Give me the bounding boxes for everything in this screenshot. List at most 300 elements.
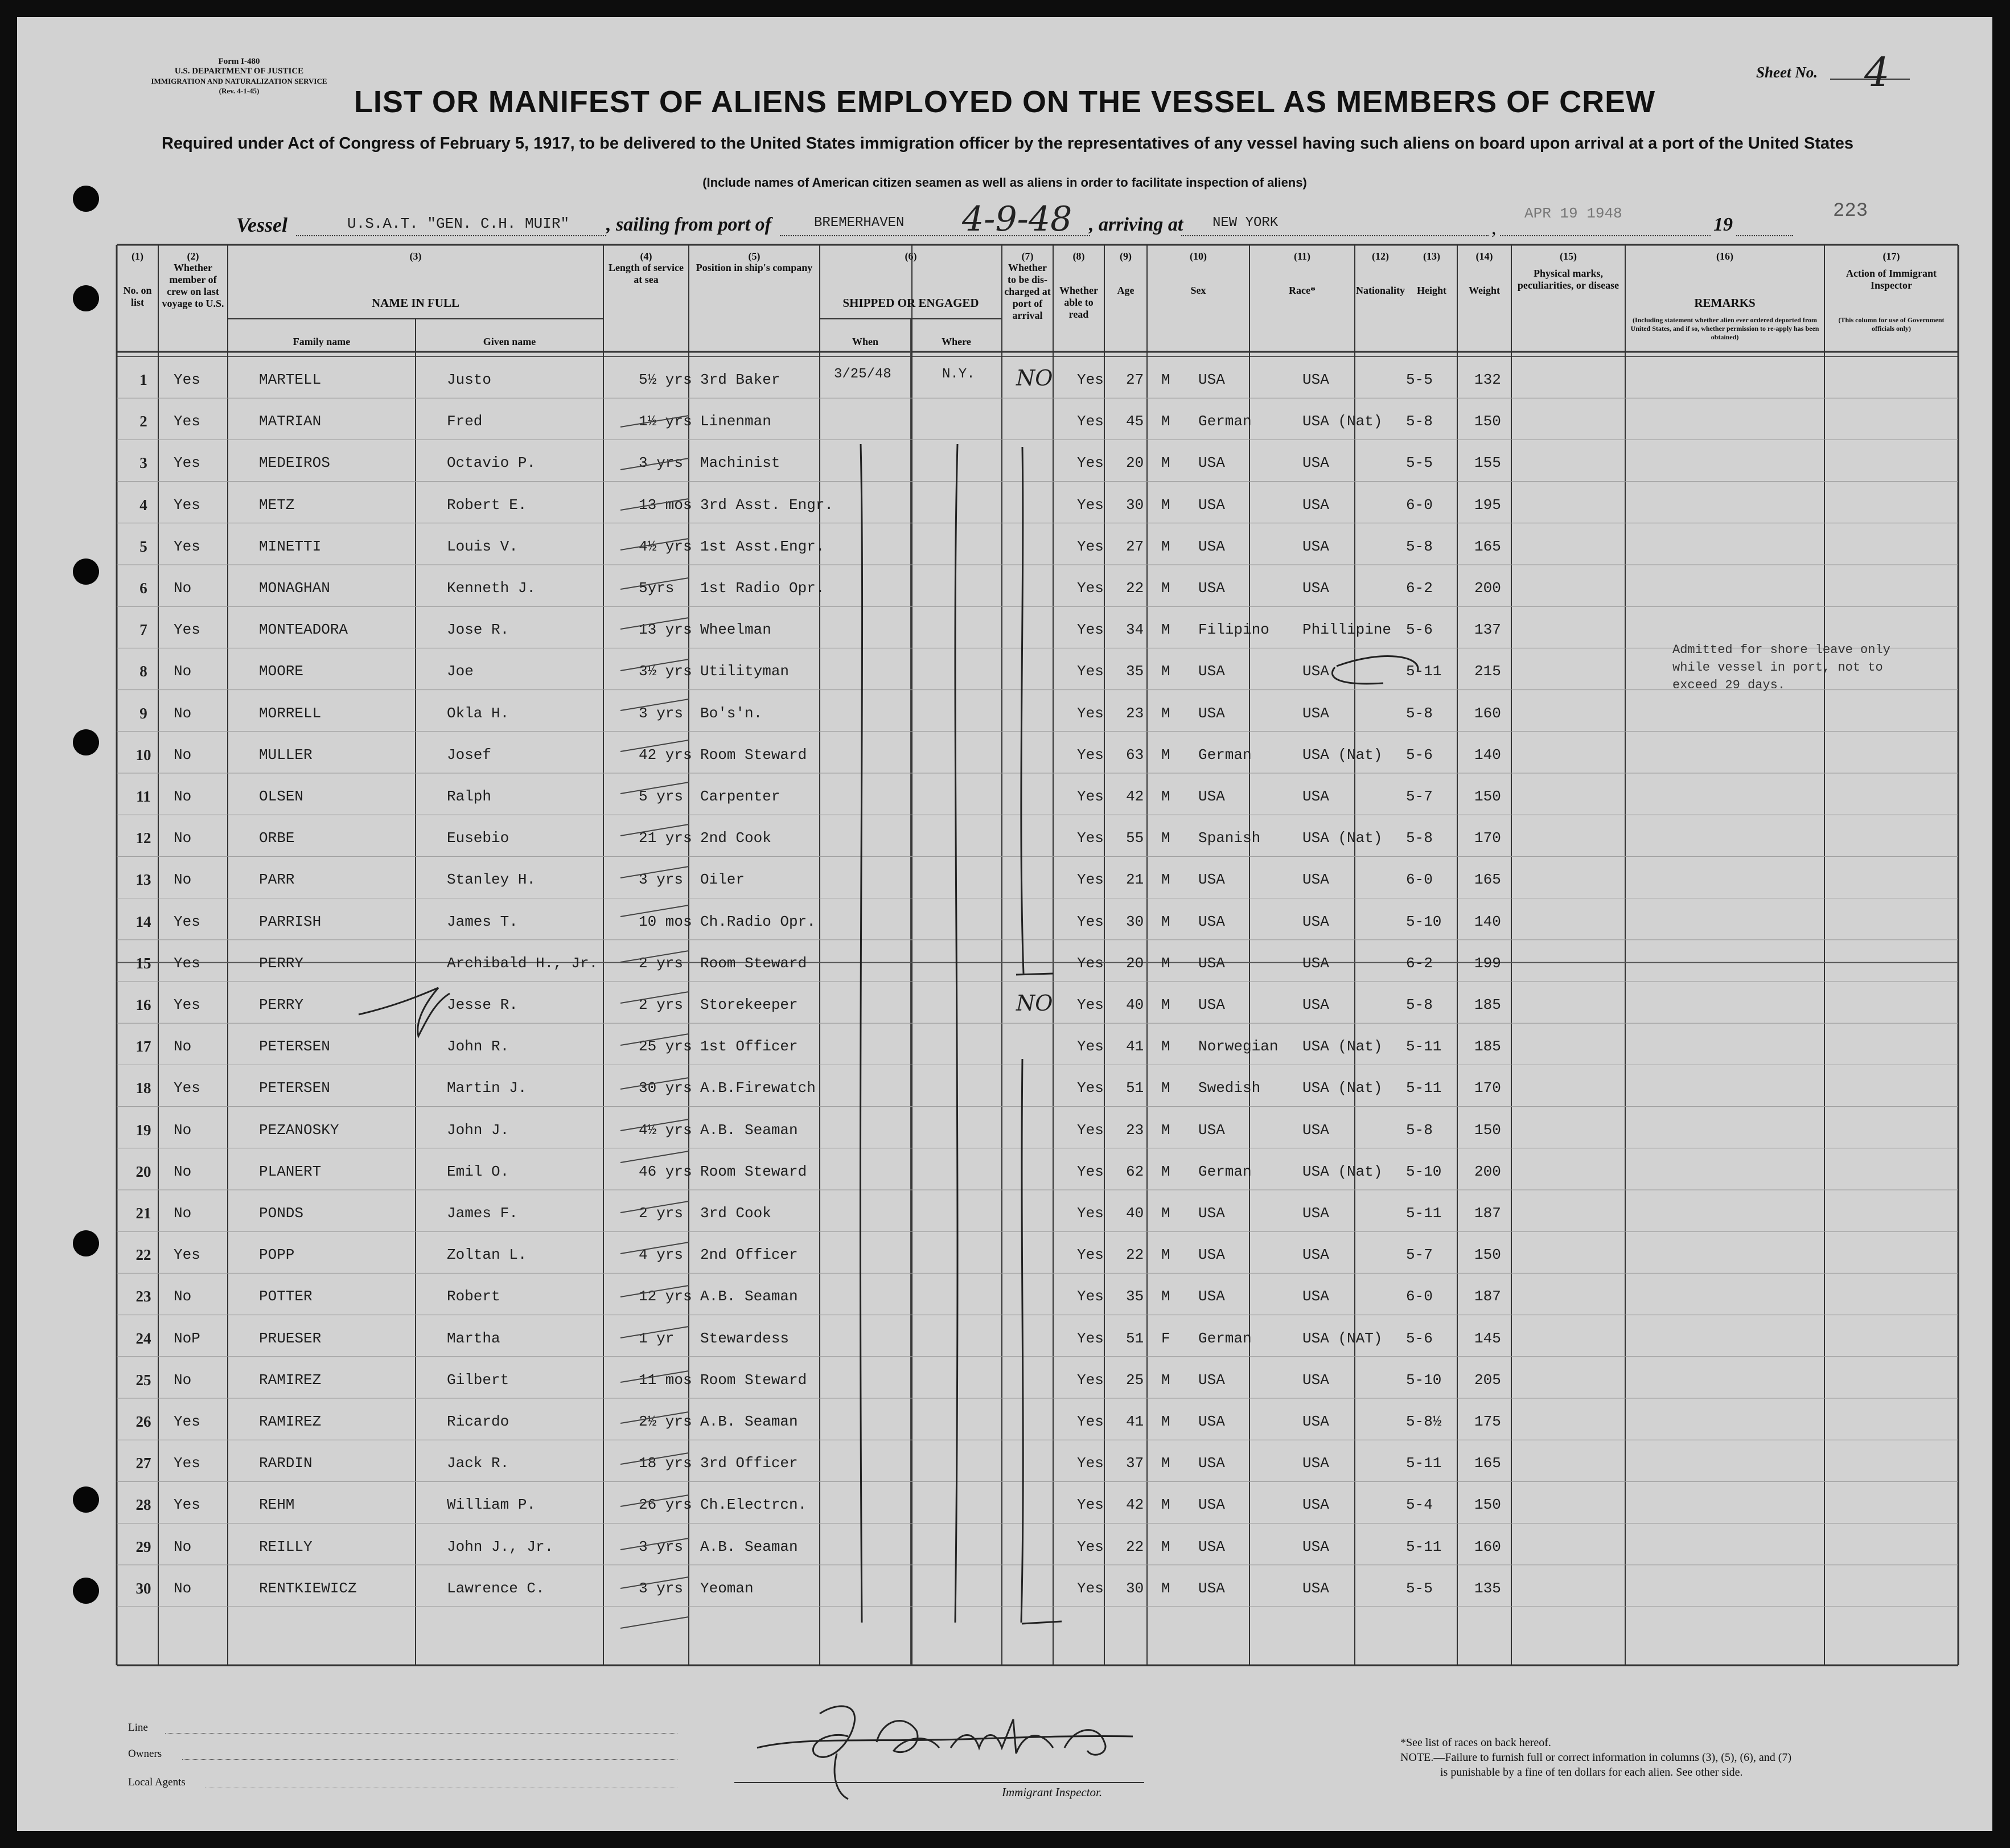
column-number: (7) [1021,250,1034,262]
age-cell: 51 [1126,1329,1144,1347]
check-stroke [620,458,689,470]
family-name-cell: RENTKIEWICZ [259,1579,357,1597]
vessel-label: Vessel [236,213,287,236]
position-cell: 3rd Officer [700,1455,798,1472]
given-name-cell: Fred [447,413,483,430]
service-length-cell: 4½ yrs [639,537,692,555]
nationality-cell: USA [1302,913,1329,930]
position-cell: Room Steward [700,746,807,763]
height-cell: 5-5 [1406,454,1433,472]
age-cell: 34 [1126,621,1144,639]
column-header-label: NAME IN FULL [371,296,459,310]
given-name-cell: Archibald H., Jr. [447,954,598,972]
check-stroke [620,499,689,510]
age-cell: 41 [1126,1413,1144,1430]
check-stroke [620,1577,689,1588]
age-cell: 27 [1126,371,1144,388]
last-voyage-value: Yes [174,1079,200,1097]
column-header-label: Race* [1289,285,1316,296]
position-cell: Yeoman [700,1579,754,1597]
check-stroke [620,1286,689,1297]
footer-notes [1400,1735,1791,1780]
race-cell: USA [1198,1496,1225,1514]
able-to-read-cell: Yes [1077,371,1104,388]
column-header-label: Action of Immigrant Inspector [1846,268,1937,291]
position-cell: Bo's'n. [700,704,763,722]
sex-cell: M [1161,788,1170,805]
last-voyage-value: Yes [174,454,200,472]
race-cell: Spanish [1198,829,1261,847]
arriving-port: NEW YORK [1212,215,1279,231]
race-cell: German [1198,1163,1252,1180]
given-name-cell: Octavio P. [447,454,536,472]
last-voyage-value: Yes [174,496,200,514]
check-stroke [620,578,689,589]
given-name-cell: Ralph [447,788,492,805]
check-stroke [620,824,689,836]
age-cell: 63 [1126,746,1144,763]
column-header-label: Weight [1468,285,1500,296]
discharge-cell: NO [1016,366,1053,391]
sex-cell: M [1161,1579,1170,1597]
last-voyage-value: No [174,788,192,805]
column-header-label: Age [1117,285,1135,296]
race-cell: USA [1198,537,1225,555]
able-to-read-cell: Yes [1077,621,1104,639]
able-to-read-cell: Yes [1077,829,1104,847]
family-name-cell: MARTELL [259,371,322,388]
family-name-cell: POPP [259,1246,295,1264]
height-cell: 5-11 [1406,663,1442,680]
able-to-read-cell: Yes [1077,454,1104,472]
service-length-cell: 4½ yrs [639,1121,692,1139]
sex-cell: M [1161,871,1170,889]
family-name-cell: RAMIREZ [259,1413,322,1430]
service-length-cell: 12 yrs [639,1288,692,1305]
service-length-cell: 1 yr [639,1329,675,1347]
shipped-when-cell: 3/25/48 [834,367,891,382]
form-id-line: IMMIGRATION AND NATURALIZATION SERVICE [151,77,327,85]
nationality-cell: USA [1302,1413,1329,1430]
weight-cell: 145 [1474,1329,1501,1347]
row-number: 12 [135,829,151,847]
height-cell: 5-11 [1406,1455,1442,1472]
weight-cell: 140 [1474,746,1501,763]
nationality-cell: USA (Nat) [1302,829,1383,847]
sex-cell: M [1161,1079,1170,1097]
family-name-cell: PERRY [259,996,304,1013]
position-cell: Utilityman [700,663,790,680]
last-voyage-value: No [174,1371,192,1389]
column-number: (3) [409,250,422,262]
sailing-label: , sailing from port of [606,214,771,235]
given-name-cell: James T. [447,913,518,930]
last-voyage-value: Yes [174,371,200,388]
weight-cell: 150 [1474,1496,1501,1514]
family-name-cell: PLANERT [259,1163,322,1180]
ditto-line-when [860,444,862,1623]
row-number: 24 [135,1329,151,1347]
weight-cell: 165 [1474,871,1501,889]
position-cell: Room Steward [700,1163,807,1180]
age-cell: 23 [1126,704,1144,722]
row-number: 8 [139,663,147,680]
ditto-line-where [955,444,957,1623]
sex-cell: M [1161,454,1170,472]
able-to-read-cell: Yes [1077,1329,1104,1347]
height-cell: 5-10 [1406,1371,1442,1389]
height-cell: 6-2 [1406,954,1433,972]
check-stroke [620,618,689,629]
check-stroke [620,539,689,550]
height-cell: 5-10 [1406,913,1442,930]
page-subtitle: Required under Act of Congress of February 5, 1917, to be delivered to the United States immigration officer by the representatives of any vessel having such aliens on board upon arrival at a port of the United States [161,134,1854,153]
nationality-cell: USA [1302,663,1329,680]
able-to-read-cell: Yes [1077,413,1104,430]
column-header-label: Whether to be dis-charged at port of arrival [1004,262,1051,321]
service-length-cell: 3 yrs [639,704,684,722]
race-cell: USA [1198,1205,1225,1222]
sex-cell: M [1161,704,1170,722]
position-cell: Room Steward [700,1371,807,1389]
last-voyage-value: Yes [174,1455,200,1472]
age-cell: 25 [1126,1371,1144,1389]
inspector-signature-line [734,1782,1144,1783]
row-number: 25 [135,1371,151,1389]
nationality-cell: USA [1302,996,1329,1013]
manifest-sheet [17,17,1992,1831]
row-number: 14 [135,913,151,930]
able-to-read-cell: Yes [1077,1121,1104,1139]
age-cell: 35 [1126,663,1144,680]
footer-owners-dotline [182,1759,677,1760]
row-number: 1 [139,371,147,388]
shipped-where-cell: N.Y. [942,367,975,382]
position-cell: Ch.Radio Opr. [700,913,816,930]
comma-separator: , [1491,217,1497,239]
given-name-cell: Robert E. [447,496,527,514]
sex-cell: M [1161,537,1170,555]
age-cell: 37 [1126,1455,1144,1472]
height-cell: 5-8 [1406,1121,1433,1139]
age-cell: 20 [1126,954,1144,972]
form-id-line: U.S. DEPARTMENT OF JUSTICE [174,67,304,76]
weight-cell: 150 [1474,1121,1501,1139]
row-number: 13 [135,871,151,889]
service-length-cell: 3½ yrs [639,663,692,680]
service-length-cell: 18 yrs [639,1455,692,1472]
weight-cell: 150 [1474,1246,1501,1264]
nationality-cell: USA (NAT) [1302,1329,1383,1347]
column-header-label: Sex [1190,285,1206,296]
height-cell: 6-0 [1406,496,1433,514]
check-stroke [620,1151,689,1163]
nationality-cell: USA (Nat) [1302,1038,1383,1056]
column-header-label: Nationality [1356,285,1405,296]
check-stroke [620,1034,689,1045]
able-to-read-cell: Yes [1077,1246,1104,1264]
row-number: 21 [135,1205,151,1222]
able-to-read-cell: Yes [1077,663,1104,680]
able-to-read-cell: Yes [1077,580,1104,597]
service-length-cell: 3 yrs [639,871,684,889]
height-cell: 5-6 [1406,1329,1433,1347]
position-cell: Oiler [700,871,745,889]
able-to-read-cell: Yes [1077,1205,1104,1222]
position-cell: Wheelman [700,621,771,639]
position-cell: A.B. Seaman [700,1538,798,1555]
given-name-cell: William P. [447,1496,536,1514]
position-cell: 3rd Baker [700,371,780,388]
last-voyage-value: No [174,746,192,763]
race-cell: German [1198,413,1252,430]
nationality-cell: USA [1302,1205,1329,1222]
form-id-line: Form I-480 [218,57,260,66]
check-stroke [620,1412,689,1423]
race-cell: USA [1198,913,1225,930]
height-cell: 5-6 [1406,746,1433,763]
weight-cell: 187 [1474,1205,1501,1222]
column-number: (13) [1423,250,1440,262]
height-cell: 6-0 [1406,871,1433,889]
family-name-cell: MATRIAN [259,413,322,430]
family-name-cell: METZ [259,496,295,514]
race-cell: USA [1198,1538,1225,1555]
column-header-label: Whether member of crew on last voyage to U.S. [162,262,224,309]
position-cell: 3rd Asst. Engr. [700,496,834,514]
given-name-cell: Joe [447,663,474,680]
column-header-label: Length of service at sea [609,262,684,285]
age-cell: 30 [1126,1579,1144,1597]
column-subheader: Family name [293,336,351,347]
last-voyage-value: Yes [174,913,200,930]
row-number: 28 [135,1496,151,1514]
page-title: LIST OR MANIFEST OF ALIENS EMPLOYED ON THE VESSEL AS MEMBERS OF CREW [354,85,1656,119]
weight-cell: 199 [1474,954,1501,972]
given-name-cell: Josef [447,746,492,763]
age-cell: 55 [1126,829,1144,847]
age-cell: 62 [1126,1163,1144,1180]
family-name-cell: POTTER [259,1288,313,1305]
position-cell: 3rd Cook [700,1205,771,1222]
given-name-cell: John J., Jr. [447,1538,554,1555]
able-to-read-cell: Yes [1077,788,1104,805]
circle-mark [1337,656,1418,672]
service-length-cell: 2 yrs [639,996,684,1013]
height-cell: 5-10 [1406,1163,1442,1180]
race-cell: USA [1198,1579,1225,1597]
height-cell: 5-7 [1406,788,1433,805]
given-name-cell: Jose R. [447,621,509,639]
nationality-cell: USA (Nat) [1302,413,1383,430]
sex-cell: M [1161,413,1170,430]
family-name-cell: ORBE [259,829,295,847]
race-cell: USA [1198,1246,1225,1264]
service-length-cell: 5yrs [639,580,675,597]
nationality-cell: USA [1302,1538,1329,1555]
footer-note-line: NOTE.—Failure to furnish full or correct information in columns (3), (5), (6), and (7) [1400,1751,1792,1764]
column-subheader: When [852,336,878,347]
sex-cell: M [1161,580,1170,597]
check-stroke [620,1538,689,1550]
race-cell: USA [1198,1413,1225,1430]
sex-cell: M [1161,746,1170,763]
last-voyage-value: Yes [174,1246,200,1264]
given-name-cell: Zoltan L. [447,1246,527,1264]
able-to-read-cell: Yes [1077,1079,1104,1097]
column-header-note: (Including statement whether alien ever ordered deported from United States, and if so, whether permission to re-apply has been obtained) [1630,316,1819,341]
received-date-stamp: APR 19 1948 [1524,205,1622,222]
given-name-cell: Jesse R. [447,996,518,1013]
given-name-cell: Okla H. [447,704,509,722]
row-number: 23 [135,1288,151,1305]
sailing-port: BREMERHAVEN [814,215,905,231]
weight-cell: 215 [1474,663,1501,680]
check-stroke [620,1495,689,1506]
sheet-number-label: Sheet No. [1756,64,1818,81]
service-length-cell: 10 mos [639,913,692,930]
service-length-cell: 26 yrs [639,1496,692,1514]
given-name-cell: James F. [447,1205,518,1222]
age-cell: 42 [1126,1496,1144,1514]
position-cell: A.B. Seaman [700,1121,798,1139]
sex-cell: M [1161,1163,1170,1180]
race-cell: USA [1198,580,1225,597]
sex-cell: M [1161,1038,1170,1056]
remarks-note-line: while vessel in port, not to [1672,660,1883,675]
service-length-cell: 2 yrs [639,954,684,972]
able-to-read-cell: Yes [1077,1538,1104,1555]
age-cell: 40 [1126,996,1144,1013]
column-number: (5) [748,250,761,262]
weight-cell: 160 [1474,1538,1501,1555]
last-voyage-value: Yes [174,413,200,430]
position-cell: Ch.Electrcn. [700,1496,807,1514]
height-cell: 5-8 [1406,704,1433,722]
height-cell: 5-4 [1406,1496,1433,1514]
race-cell: USA [1198,371,1225,388]
column-number: (8) [1072,250,1085,262]
age-cell: 40 [1126,1205,1144,1222]
ditto-line-discharge [1021,1059,1023,1623]
weight-cell: 175 [1474,1413,1501,1430]
row-number: 9 [139,704,147,722]
service-length-cell: 3 yrs [639,1538,684,1555]
nationality-cell: Phillipine [1302,621,1392,639]
race-cell: USA [1198,663,1225,680]
column-header-note: (This column for use of Government officials only) [1838,316,1945,332]
column-number: (15) [1560,250,1577,262]
race-cell: USA [1198,788,1225,805]
height-cell: 5-11 [1406,1205,1442,1222]
row-number: 15 [135,954,151,972]
race-cell: Filipino [1198,621,1269,639]
footer-agents-label: Local Agents [128,1776,186,1788]
able-to-read-cell: Yes [1077,496,1104,514]
given-name-cell: Kenneth J. [447,580,536,597]
given-name-cell: Justo [447,371,492,388]
inspector-label: Immigrant Inspector. [1002,1785,1103,1799]
able-to-read-cell: Yes [1077,1038,1104,1056]
service-length-cell: 46 yrs [639,1163,692,1180]
row-number: 18 [135,1079,151,1097]
position-cell: Storekeeper [700,996,798,1013]
nationality-cell: USA [1302,1288,1329,1305]
position-cell: Room Steward [700,954,807,972]
sex-cell: M [1161,1205,1170,1222]
last-voyage-value: No [174,704,192,722]
weight-cell: 205 [1474,1371,1501,1389]
position-cell: A.B. Seaman [700,1288,798,1305]
form-id-line: (Rev. 4-1-45) [219,87,260,95]
row-number: 7 [139,621,147,639]
discharge-cell: NO [1016,991,1053,1016]
sailing-date-handwritten: 4-9-48 [962,199,1072,239]
check-stroke [620,905,689,917]
sheet-number-value: 4 [1864,49,1890,96]
position-cell: Linenman [700,413,771,430]
race-cell: USA [1198,704,1225,722]
column-header-label: Whether able to read [1059,285,1098,320]
last-voyage-value: No [174,580,192,597]
family-name-cell: PARR [259,871,295,889]
race-cell: USA [1198,954,1225,972]
race-cell: USA [1198,454,1225,472]
given-name-cell: Emil O. [447,1163,509,1180]
column-header-label: Physical marks, peculiarities, or disease [1517,268,1619,291]
height-cell: 5-5 [1406,371,1433,388]
given-name-cell: Stanley H. [447,871,536,889]
age-cell: 27 [1126,537,1144,555]
nationality-cell: USA [1302,580,1329,597]
nationality-cell: USA [1302,1246,1329,1264]
service-length-cell: 3 yrs [639,1579,684,1597]
weight-cell: 160 [1474,704,1501,722]
sex-cell: M [1161,1371,1170,1389]
sex-cell: M [1161,1538,1170,1555]
last-voyage-value: No [174,871,192,889]
last-voyage-value: No [174,1538,192,1555]
family-name-cell: MORRELL [259,704,322,722]
family-name-cell: PEZANOSKY [259,1121,339,1139]
nationality-cell: USA (Nat) [1302,1163,1383,1180]
family-name-cell: REHM [259,1496,295,1514]
service-length-cell: 4 yrs [639,1246,684,1264]
given-name-cell: Martin J. [447,1079,527,1097]
last-voyage-value: Yes [174,537,200,555]
nationality-cell: USA (Nat) [1302,1079,1383,1097]
height-cell: 6-2 [1406,580,1433,597]
row-number: 3 [139,454,147,472]
weight-cell: 165 [1474,537,1501,555]
column-subheader: Given name [483,336,536,347]
service-length-cell: 25 yrs [639,1038,692,1056]
race-cell: USA [1198,1288,1225,1305]
height-cell: 5-11 [1406,1038,1442,1056]
able-to-read-cell: Yes [1077,1371,1104,1389]
check-stroke [620,1119,689,1131]
nationality-cell: USA [1302,954,1329,972]
check-stroke [620,1078,689,1089]
service-length-cell: 5½ yrs [639,371,692,388]
sex-cell: M [1161,1455,1170,1472]
check-stroke [620,740,689,751]
nationality-cell: USA [1302,788,1329,805]
nationality-cell: USA [1302,496,1329,514]
column-header-label: Position in ship's company [696,262,813,273]
given-name-cell: John R. [447,1038,509,1056]
column-number: (6) [905,250,917,262]
